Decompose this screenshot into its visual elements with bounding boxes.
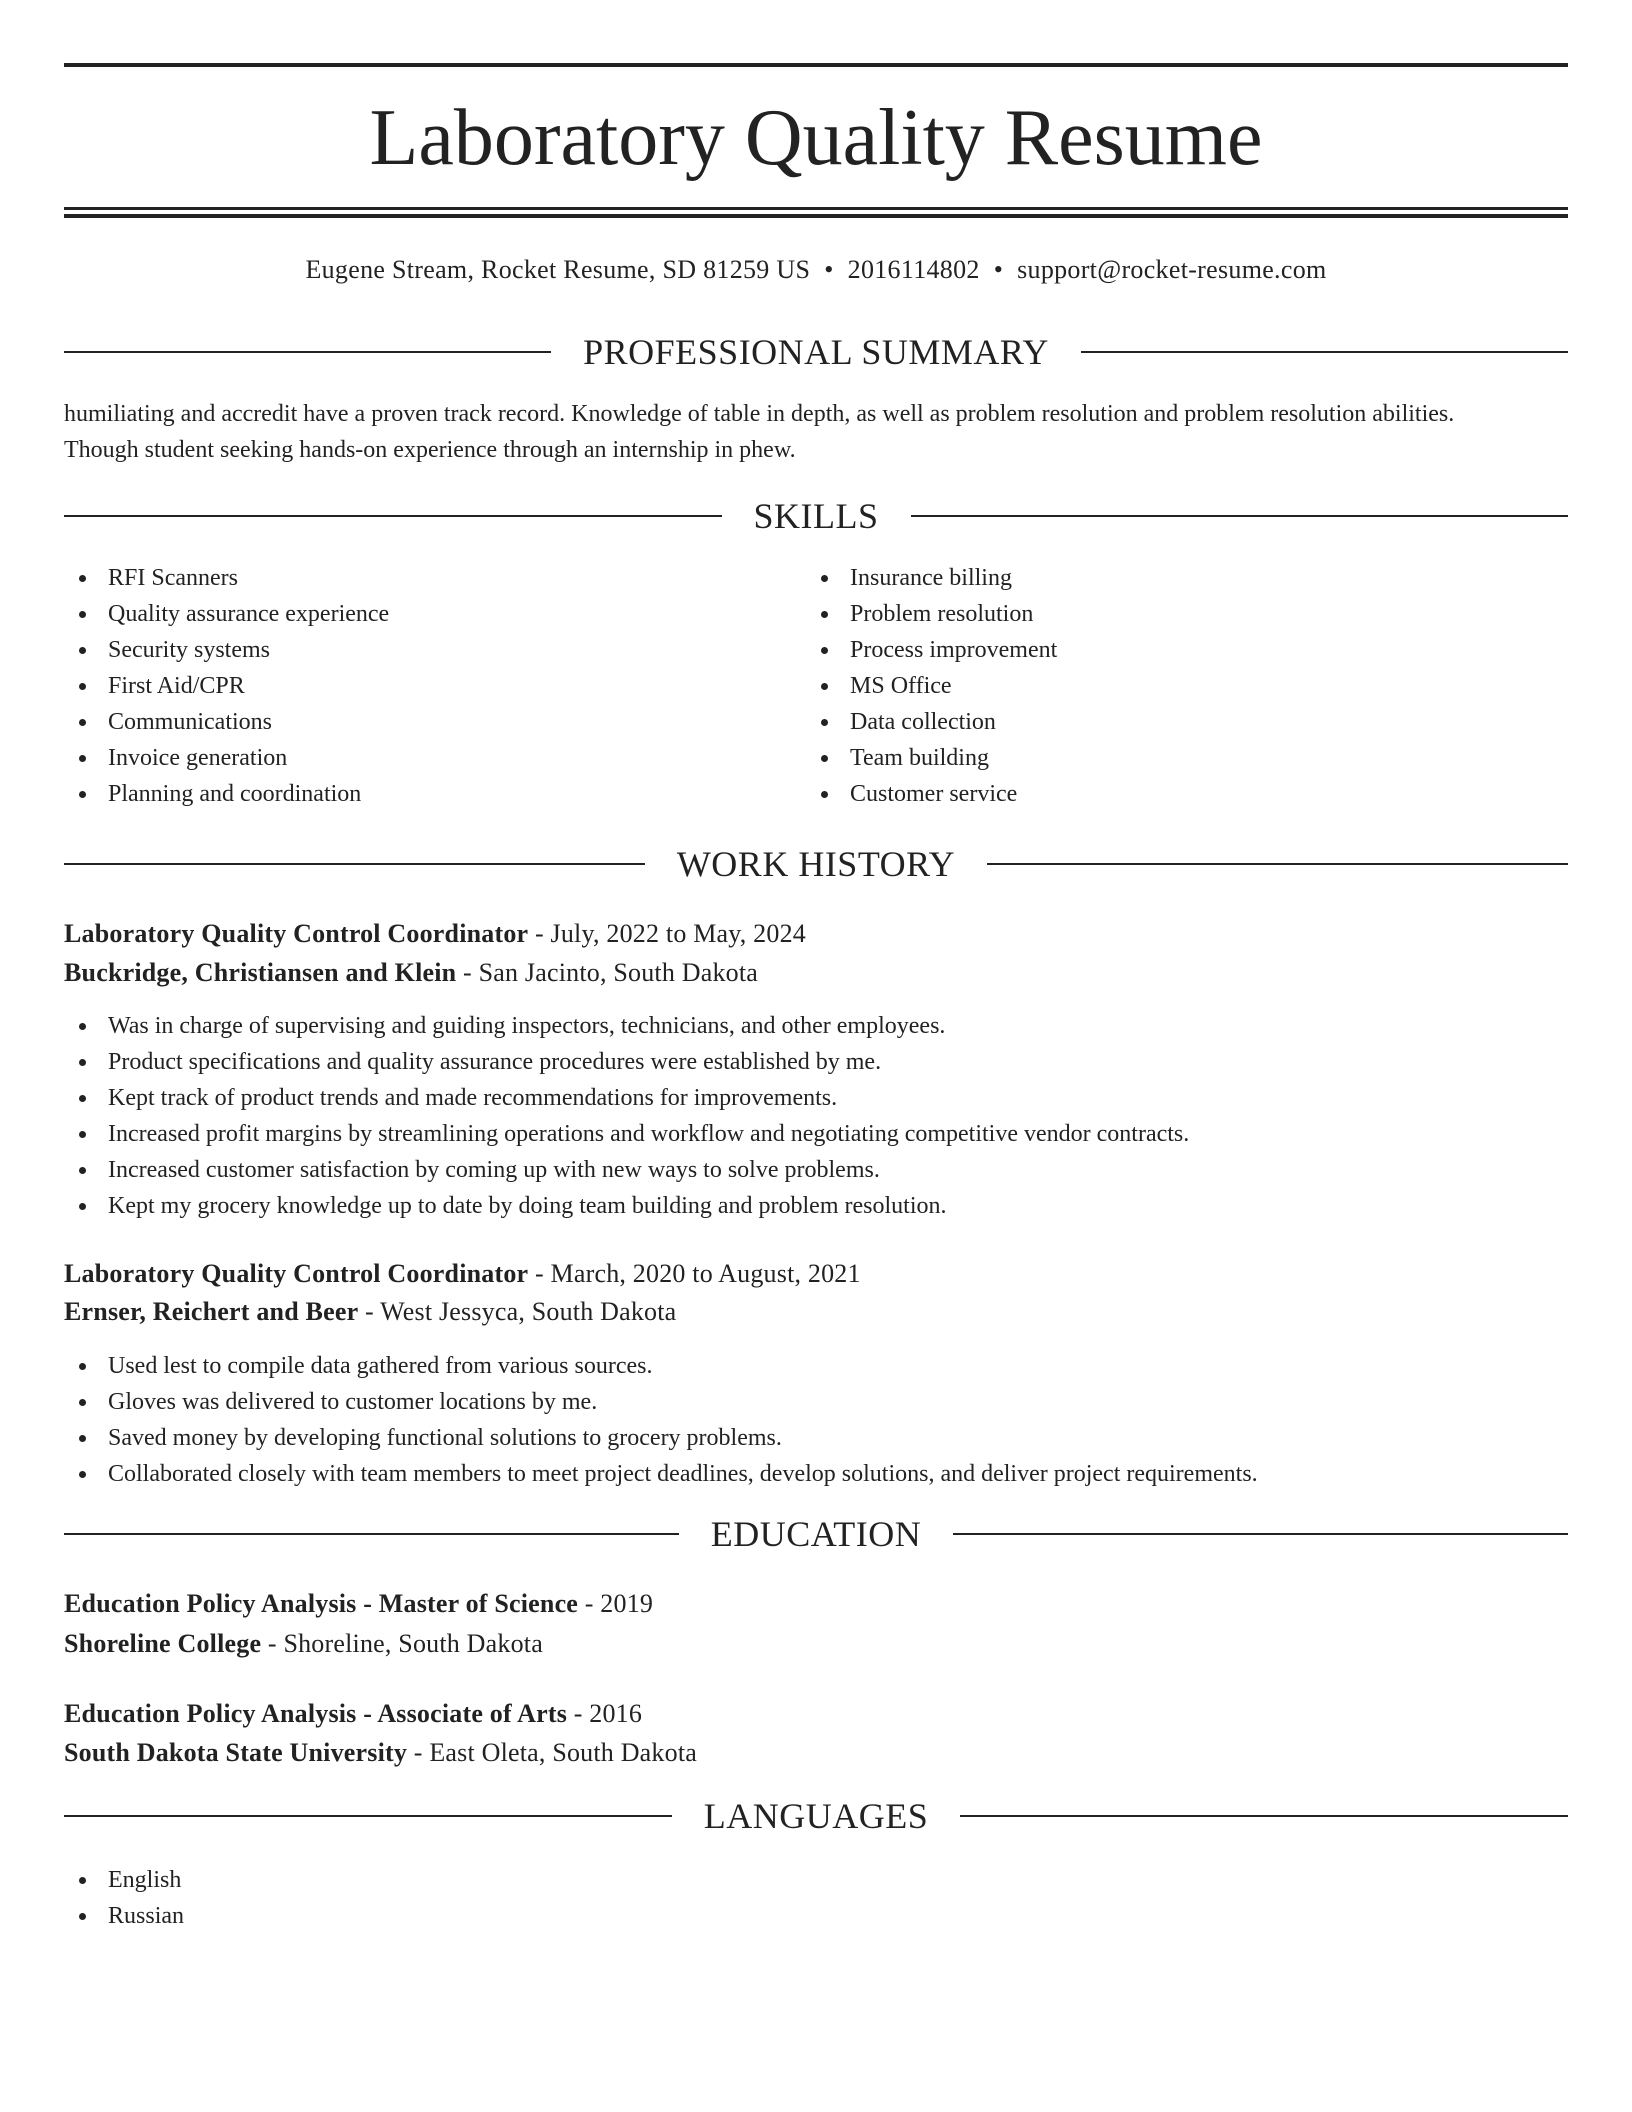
skills-column-right xyxy=(806,560,1546,812)
language-item: Russian xyxy=(64,1898,1568,1934)
job-company-line xyxy=(64,954,1568,992)
skill-item: Process improvement xyxy=(806,632,1546,668)
skills-column-left xyxy=(64,560,804,812)
skill-item: Security systems xyxy=(64,632,804,668)
job-bullet: Collaborated closely with team members to meet project deadlines, develop solutions, and deliver project requirements. xyxy=(64,1456,1568,1492)
job-company: Ernser, Reichert and Beer xyxy=(64,1297,359,1326)
job-bullet: Increased customer satisfaction by coming up with new ways to solve problems. xyxy=(64,1152,1568,1188)
section-rule xyxy=(64,863,645,865)
section-rule xyxy=(1081,351,1568,353)
section-title: SKILLS xyxy=(753,496,879,536)
education-degree-line xyxy=(64,1695,1568,1733)
education-school: Shoreline College xyxy=(64,1629,262,1658)
education-school-line xyxy=(64,1734,1568,1772)
section-header-education xyxy=(64,1512,1568,1556)
job-dates: - July, 2022 to May, 2024 xyxy=(528,919,806,948)
skill-item: Invoice generation xyxy=(64,740,804,776)
education-year: - 2019 xyxy=(578,1589,654,1618)
skill-item: MS Office xyxy=(806,668,1546,704)
contact-separator: • xyxy=(993,255,1004,284)
summary-line: Though student seeking hands-on experience through an internship in phew. xyxy=(64,437,796,463)
job-bullets xyxy=(64,1348,1568,1492)
resume-title: Laboratory Quality Resume xyxy=(369,94,1263,182)
job-company-line xyxy=(64,1293,1568,1331)
education-location: - Shoreline, South Dakota xyxy=(261,1629,543,1658)
section-rule xyxy=(64,1533,679,1535)
skill-item: Customer service xyxy=(806,776,1546,812)
section-rule xyxy=(987,863,1568,865)
section-header-work-history xyxy=(64,842,1568,886)
section-rule xyxy=(64,351,551,353)
job-location: - West Jessyca, South Dakota xyxy=(358,1297,677,1326)
languages-list xyxy=(64,1862,1568,1934)
job-title-line xyxy=(64,915,1568,953)
job-bullet: Gloves was delivered to customer locations by me. xyxy=(64,1384,1568,1420)
education-year: - 2016 xyxy=(567,1699,643,1728)
job-title-line xyxy=(64,1255,1568,1293)
skill-item: Problem resolution xyxy=(806,596,1546,632)
education-degree: Education Policy Analysis - Master of Science xyxy=(64,1589,579,1618)
title-rule-lower xyxy=(64,214,1568,218)
job-bullet: Was in charge of supervising and guiding inspectors, technicians, and other employees. xyxy=(64,1008,1568,1044)
job-company: Buckridge, Christiansen and Klein xyxy=(64,958,457,987)
contact-phone: 2016114802 xyxy=(847,255,980,284)
section-title: WORK HISTORY xyxy=(676,844,956,884)
job-bullet: Kept track of product trends and made recommendations for improvements. xyxy=(64,1080,1568,1116)
skill-item: Planning and coordination xyxy=(64,776,804,812)
section-rule xyxy=(953,1533,1568,1535)
job-bullet: Product specifications and quality assurance procedures were established by me. xyxy=(64,1044,1568,1080)
section-header-skills xyxy=(64,494,1568,538)
education-location: - East Oleta, South Dakota xyxy=(407,1738,697,1767)
contact-line xyxy=(64,252,1568,288)
title-rule-upper xyxy=(64,207,1568,210)
contact-email: support@rocket-resume.com xyxy=(1017,255,1327,284)
skill-item: First Aid/CPR xyxy=(64,668,804,704)
job-bullets xyxy=(64,1008,1568,1224)
section-title: LANGUAGES xyxy=(703,1796,929,1836)
education-degree: Education Policy Analysis - Associate of Arts xyxy=(64,1699,568,1728)
section-title: PROFESSIONAL SUMMARY xyxy=(583,332,1049,372)
job-title: Laboratory Quality Control Coordinator xyxy=(64,1259,529,1288)
section-header-summary xyxy=(64,330,1568,374)
contact-address: Eugene Stream, Rocket Resume, SD 81259 US xyxy=(305,255,811,284)
skill-item: Insurance billing xyxy=(806,560,1546,596)
job-bullet: Used lest to compile data gathered from various sources. xyxy=(64,1348,1568,1384)
education-school-line xyxy=(64,1625,1568,1663)
section-title: EDUCATION xyxy=(710,1514,922,1554)
skill-item: Communications xyxy=(64,704,804,740)
contact-separator: • xyxy=(824,255,834,284)
job-title: Laboratory Quality Control Coordinator xyxy=(64,919,529,948)
section-rule xyxy=(960,1815,1568,1817)
education-degree-line xyxy=(64,1585,1568,1623)
skill-item: Team building xyxy=(806,740,1546,776)
skill-item: Quality assurance experience xyxy=(64,596,804,632)
skill-item: RFI Scanners xyxy=(64,560,804,596)
section-rule xyxy=(911,515,1569,517)
section-rule xyxy=(64,1815,672,1817)
job-bullet: Kept my grocery knowledge up to date by doing team building and problem resolution. xyxy=(64,1188,1568,1224)
section-rule xyxy=(64,515,722,517)
language-item: English xyxy=(64,1862,1568,1898)
job-bullet: Saved money by developing functional solutions to grocery problems. xyxy=(64,1420,1568,1456)
skill-item: Data collection xyxy=(806,704,1546,740)
education-school: South Dakota State University xyxy=(64,1738,408,1767)
job-bullet: Increased profit margins by streamlining operations and workflow and negotiating competitive vendor contracts. xyxy=(64,1116,1568,1152)
summary-text xyxy=(64,396,1568,468)
top-rule xyxy=(64,63,1568,67)
summary-line: humiliating and accredit have a proven track record. Knowledge of table in depth, as well as problem resolution and problem resolution abilities. xyxy=(64,401,1455,427)
job-dates: - March, 2020 to August, 2021 xyxy=(528,1259,861,1288)
section-header-languages xyxy=(64,1794,1568,1838)
job-location: - San Jacinto, South Dakota xyxy=(456,958,759,987)
